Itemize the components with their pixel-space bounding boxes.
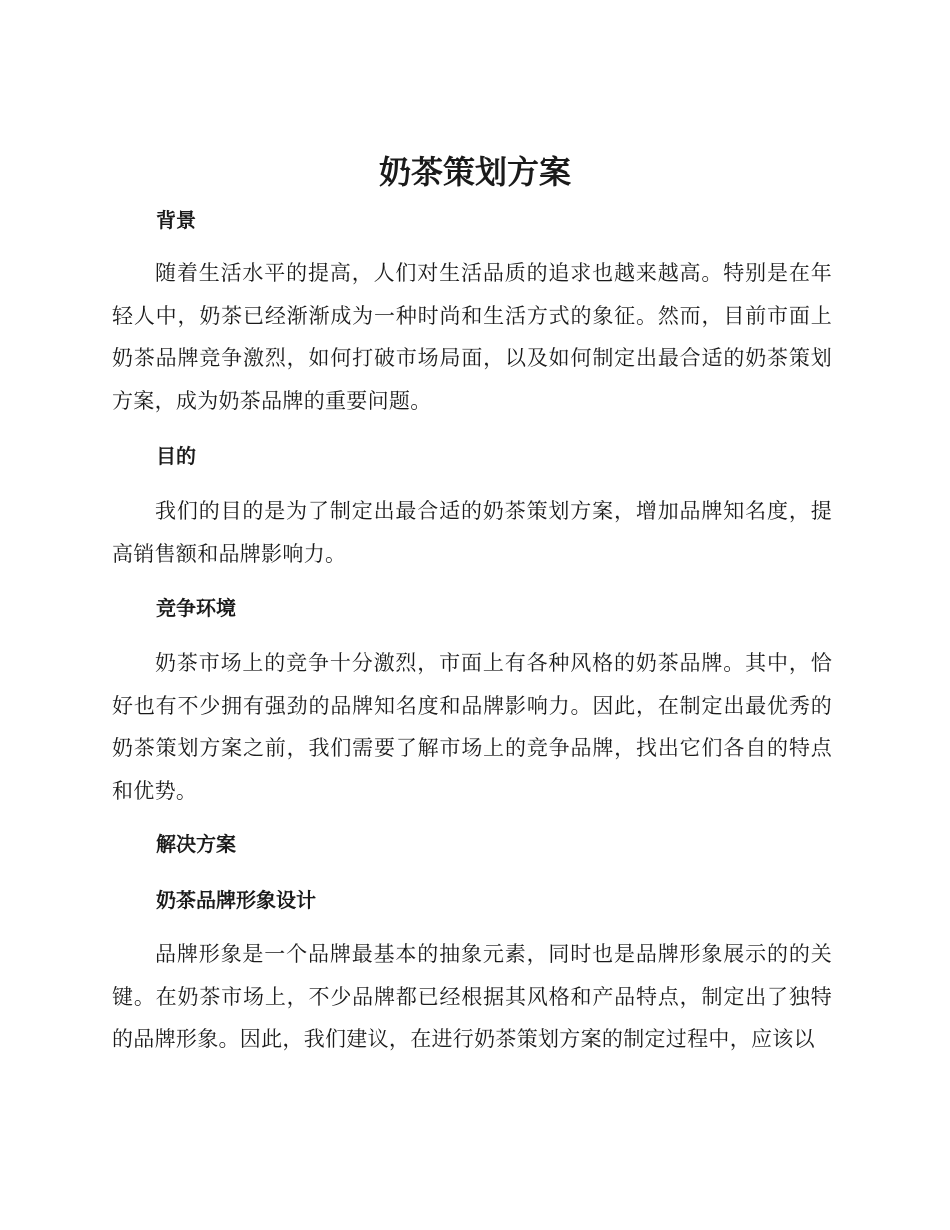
document-title: 奶茶策划方案 (378, 153, 571, 191)
section-heading-purpose: 目的 (156, 444, 196, 468)
section-paragraph-background: 随着生活水平的提高，人们对生活品质的追求也越来越高。特别是在年轻人中，奶茶已经渐渐成为一种时尚和生活方式的象征。然而，目前市面上奶茶品牌竞争激烈，如何打破市场局面，以及如何制定出最合适的奶茶策划方案，成为奶茶品牌的重要问题。 (112, 261, 832, 413)
section-heading-brand-image: 奶茶品牌形象设计 (156, 888, 316, 912)
section-heading-competition: 竞争环境 (156, 596, 236, 620)
section-paragraph-competition: 奶茶市场上的竞争十分激烈，市面上有各种风格的奶茶品牌。其中，恰好也有不少拥有强劲的品牌知名度和品牌影响力。因此，在制定出最优秀的奶茶策划方案之前，我们需要了解市场上的竞争品牌，找出它们各自的特点和优势。 (112, 651, 832, 803)
section-heading-solution: 解决方案 (156, 832, 236, 856)
section-heading-background: 背景 (156, 208, 196, 232)
section-paragraph-brand-image: 品牌形象是一个品牌最基本的抽象元素，同时也是品牌形象展示的的关键。在奶茶市场上，不少品牌都已经根据其风格和产品特点，制定出了独特的品牌形象。因此，我们建议，在进行奶茶策划方案的制定过程中，应该以 (112, 942, 832, 1051)
section-paragraph-purpose: 我们的目的是为了制定出最合适的奶茶策划方案，增加品牌知名度，提高销售额和品牌影响力。 (112, 499, 832, 566)
